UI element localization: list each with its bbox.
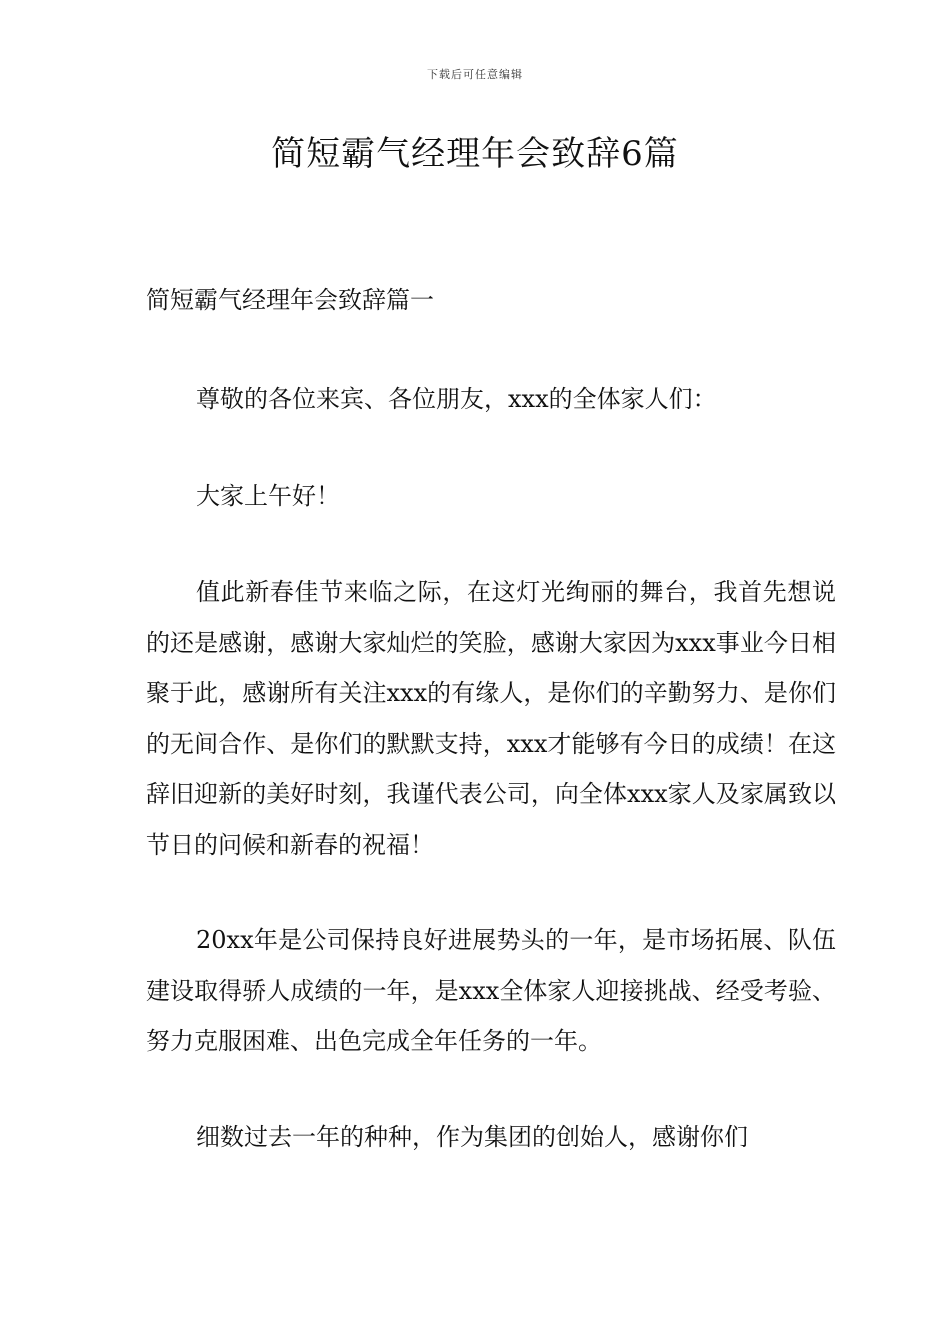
paragraph-greeting: 大家上午好！: [196, 481, 340, 510]
document-body: [146, 280, 836, 1162]
section-heading: 简短霸气经理年会致辞篇一: [146, 286, 434, 314]
document-title: 简短霸气经理年会致辞6篇: [271, 134, 679, 174]
paragraph-thanks: 值此新春佳节来临之际，在这灯光绚丽的舞台，我首先想说的还是感谢，感谢大家灿烂的笑脸，感谢大家因为xxx事业今日相聚于此，感谢所有关注xxx的有缘人，是你们的辛勤努力、是你们的无间合作、是你们的默默支持，xxx才能够有今日的成绩！在这辞旧迎新的美好时刻，我谨代表公司，向全体xxx家人及家属致以节日的问候和新春的祝福！: [146, 578, 836, 859]
paragraph-reflection: 细数过去一年的种种，作为集团的创始人，感谢你们: [196, 1122, 748, 1151]
header-note: 下载后可任意编辑: [427, 68, 523, 81]
paragraph-salutation: 尊敬的各位来宾、各位朋友，xxx的全体家人们：: [196, 385, 717, 413]
paragraph-year-review: 20xx年是公司保持良好进展势头的一年，是市场拓展、队伍建设取得骄人成绩的一年，是xxx全体家人迎接挑战、经受考验、努力克服困难、出色完成全年任务的一年。: [146, 926, 836, 1055]
